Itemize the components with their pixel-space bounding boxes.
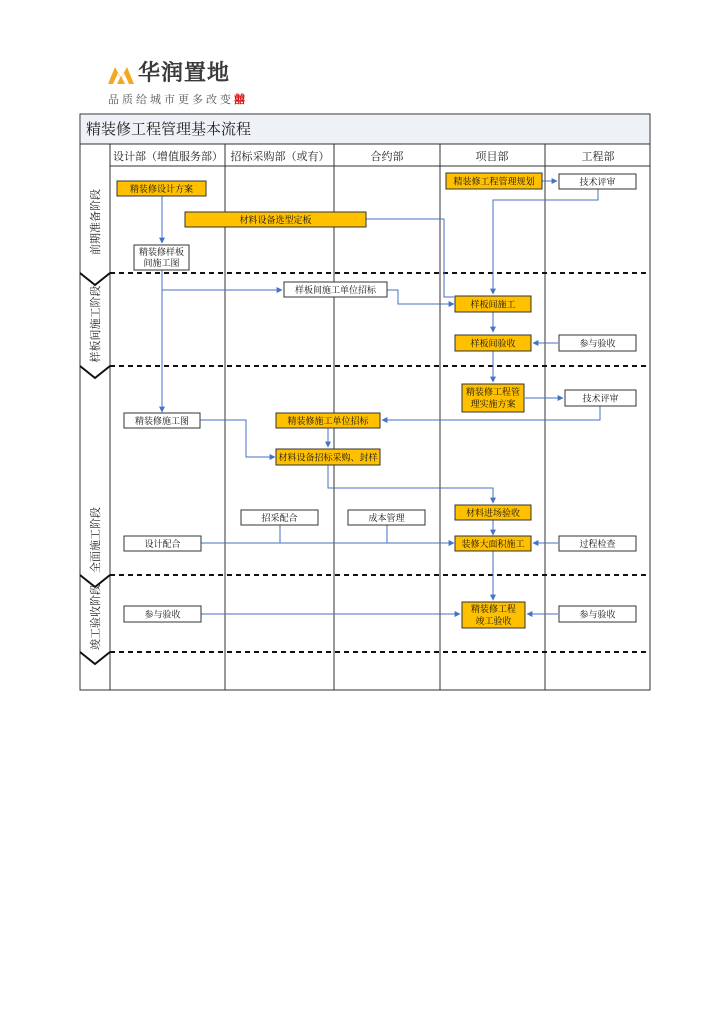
svg-text:参与验收: 参与验收 bbox=[144, 610, 181, 621]
box-design-plan bbox=[117, 181, 206, 196]
column-header-design: 设计部（增值服务部） bbox=[113, 150, 223, 163]
box-construction-drawings bbox=[124, 413, 200, 428]
box-implementation-plan-line1: 精装修工程管 bbox=[465, 388, 521, 398]
box-contractor-tender bbox=[276, 413, 380, 428]
box-sample-room-drawings-line2: 间施工图 bbox=[143, 259, 180, 269]
box-sample-room-construction bbox=[455, 296, 531, 312]
column-header-procurement: 招标采购部（或有） bbox=[230, 150, 330, 163]
box-procurement-support bbox=[241, 510, 318, 525]
box-material-procurement bbox=[276, 449, 380, 465]
box-sample-room-acceptance bbox=[455, 335, 531, 351]
svg-text:样板间施工单位招标: 样板间施工单位招标 bbox=[294, 286, 377, 296]
phase-label-preparation: 前期准备阶段 bbox=[89, 189, 102, 255]
column-header-project: 项目部 bbox=[475, 150, 509, 163]
svg-text:招采配合: 招采配合 bbox=[261, 514, 298, 524]
svg-text:材料进场验收: 材料进场验收 bbox=[465, 509, 521, 519]
box-sample-room-tender bbox=[284, 282, 387, 297]
svg-text:精装修施工图: 精装修施工图 bbox=[134, 417, 190, 427]
brand-seal: 囍 bbox=[234, 93, 245, 106]
brand-name: 华润置地 bbox=[138, 61, 231, 86]
svg-text:参与验收: 参与验收 bbox=[579, 610, 616, 621]
svg-text:精装修施工单位招标: 精装修施工单位招标 bbox=[287, 417, 369, 427]
svg-text:材料设备选型定板: 材料设备选型定板 bbox=[239, 216, 312, 226]
phase-label-sample-room: 样板间施工阶段 bbox=[89, 285, 102, 363]
brand-slogan-text: 品质给城市更多改变 bbox=[108, 93, 234, 106]
svg-text:材料设备招标采购、封样: 材料设备招标采购、封样 bbox=[278, 453, 378, 464]
svg-text:成本管理: 成本管理 bbox=[368, 514, 405, 524]
box-completion-acceptance-line2: 竣工验收 bbox=[475, 617, 512, 627]
svg-text:技术评审: 技术评审 bbox=[582, 394, 619, 405]
box-material-inspection bbox=[455, 505, 531, 520]
box-cost-management bbox=[348, 510, 425, 525]
box-tech-review-1 bbox=[559, 174, 636, 189]
svg-text:设计配合: 设计配合 bbox=[144, 540, 181, 550]
svg-text:参与验收: 参与验收 bbox=[579, 339, 616, 350]
svg-text:精装修工程管理规划: 精装修工程管理规划 bbox=[453, 177, 535, 188]
box-sample-room-drawings-line1: 精装修样板 bbox=[138, 248, 185, 258]
diagram-title: 精装修工程管理基本流程 bbox=[86, 120, 252, 138]
column-header-engineering: 工程部 bbox=[581, 150, 615, 163]
box-material-selection bbox=[185, 212, 366, 227]
box-large-scale-construction bbox=[455, 536, 531, 551]
svg-text:样板间施工: 样板间施工 bbox=[470, 300, 516, 311]
svg-text:技术评审: 技术评审 bbox=[579, 178, 616, 188]
box-implementation-plan-line2: 理实施方案 bbox=[470, 400, 516, 410]
svg-text:样板间验收: 样板间验收 bbox=[470, 339, 516, 350]
column-header-contract: 合约部 bbox=[370, 150, 404, 163]
box-participate-acceptance-2 bbox=[124, 606, 201, 622]
box-participate-acceptance-3 bbox=[559, 606, 636, 622]
box-process-inspection bbox=[559, 536, 636, 551]
box-design-support bbox=[124, 536, 201, 551]
box-participate-acceptance-1 bbox=[559, 335, 636, 351]
svg-text:装修大面积施工: 装修大面积施工 bbox=[461, 540, 525, 550]
box-implementation-plan bbox=[462, 384, 524, 412]
phase-label-full-construction: 全面施工阶段 bbox=[89, 507, 102, 573]
box-management-plan bbox=[446, 173, 542, 189]
box-tech-review-2 bbox=[565, 390, 636, 406]
box-sample-room-drawings bbox=[134, 245, 189, 270]
svg-text:精装修设计方案: 精装修设计方案 bbox=[129, 185, 194, 195]
svg-text:过程检查: 过程检查 bbox=[579, 540, 616, 550]
box-completion-acceptance-line1: 精装修工程 bbox=[470, 605, 517, 615]
phase-label-completion: 竣工验收阶段 bbox=[89, 584, 102, 650]
box-completion-acceptance bbox=[462, 602, 525, 628]
